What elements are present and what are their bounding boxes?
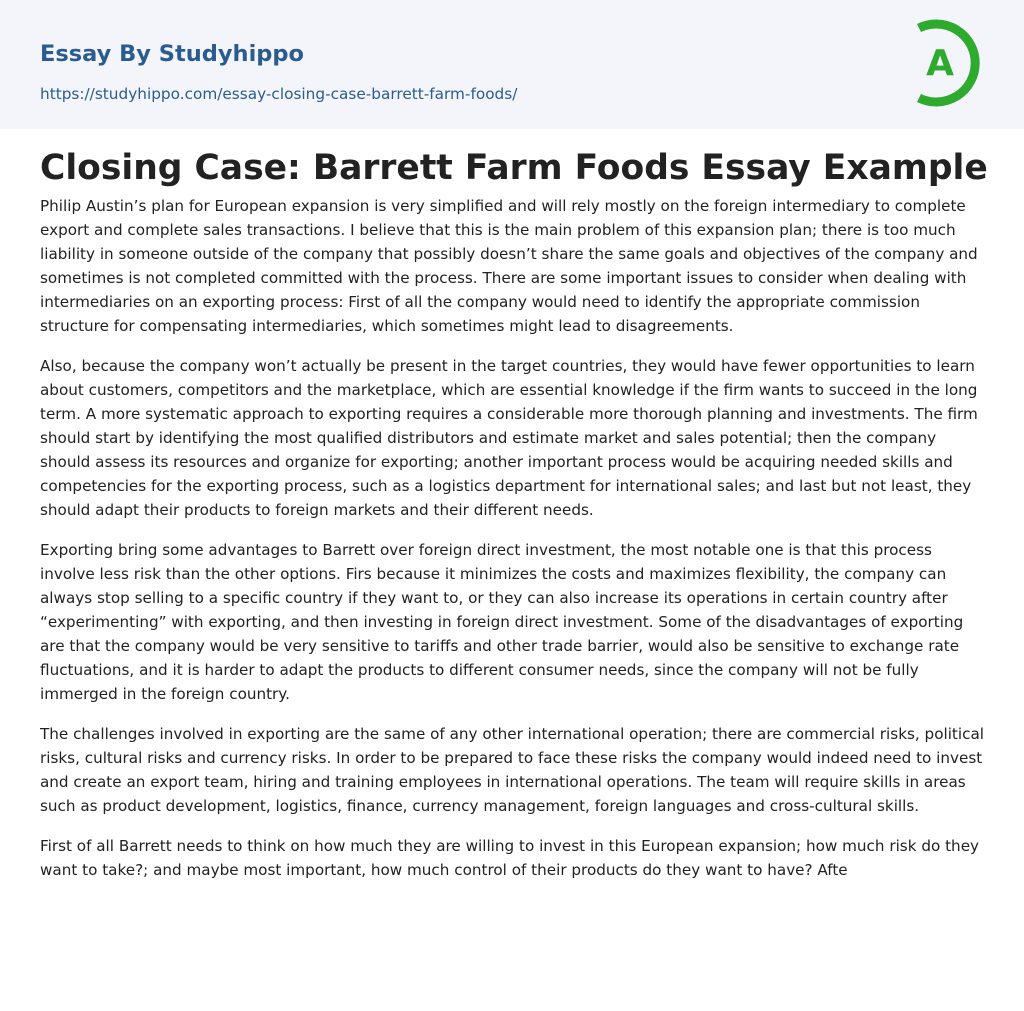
essay-paragraph: Also, because the company won’t actually be present in the target countries, they would have fewer opportunities to learn about customers, competitors and the marketplace, which are essential knowledge if the firm wants to succeed in the long term. A more systematic approach to exporting requires a considerable more thorough planning and investments. The firm should start by identifying the most qualified distributors and estimate market and sales potential; then the company should assess its resources and organize for exporting; another important process would be acquiring needed skills and competencies for the exporting process, such as a logistics department for international sales; and last but not least, they should adapt their products to foreign markets and their different needs. xyxy=(40,357,978,519)
essay-paragraph: Philip Austin’s plan for European expansion is very simplified and will rely mostly on the foreign intermediary to complete export and complete sales transactions. I believe that this is the main problem of this expansion plan; there is too much liability in someone outside of the company that possibly doesn’t share the same goals and objectives of the company and sometimes is not completed committed with the process. There are some important issues to consider when dealing with intermediaries on an exporting process: First of all the company would need to identify the appropriate commission structure for compensating intermediaries, which sometimes might lead to disagreements. xyxy=(40,197,978,335)
page-title: Closing Case: Barrett Farm Foods Essay Example xyxy=(40,148,988,188)
essay-paragraph: Exporting bring some advantages to Barrett over foreign direct investment, the most notable one is that this process involve less risk than the other options. Firs because it minimizes the costs and maximizes flexibility, the company can always stop selling to a specific country if they want to, or they can also increase its operations in certain country after “experimenting” with exporting, and then investing in foreign direct investment. Some of the disadvantages of exporting are that the company would be very sensitive to tariffs and other trade barrier, would also be sensitive to exchange rate fluctuations, and it is harder to adapt the products to different consumer needs, since the company will not be fully immerged in the foreign country. xyxy=(40,541,964,703)
logo-letter: A xyxy=(926,43,954,84)
essay-paragraph: First of all Barrett needs to think on how much they are willing to invest in this European expansion; how much risk do they want to take?; and maybe most important, how much control of their products do they want to have? Afte xyxy=(40,837,980,879)
essay-body xyxy=(40,194,990,954)
essay-paragraph: The challenges involved in exporting are the same of any other international operation; there are commercial risks, political risks, cultural risks and currency risks. In order to be prepared to face these risks the company would indeed need to invest and create an export team, hiring and training employees in international operations. The team will require skills in areas such as product development, logistics, finance, currency management, foreign languages and cross-cultural skills. xyxy=(40,725,984,815)
essay-url-link[interactable]: https://studyhippo.com/essay-closing-case-barrett-farm-foods/ xyxy=(40,85,518,103)
site-name[interactable]: Essay By Studyhippo xyxy=(40,41,304,67)
